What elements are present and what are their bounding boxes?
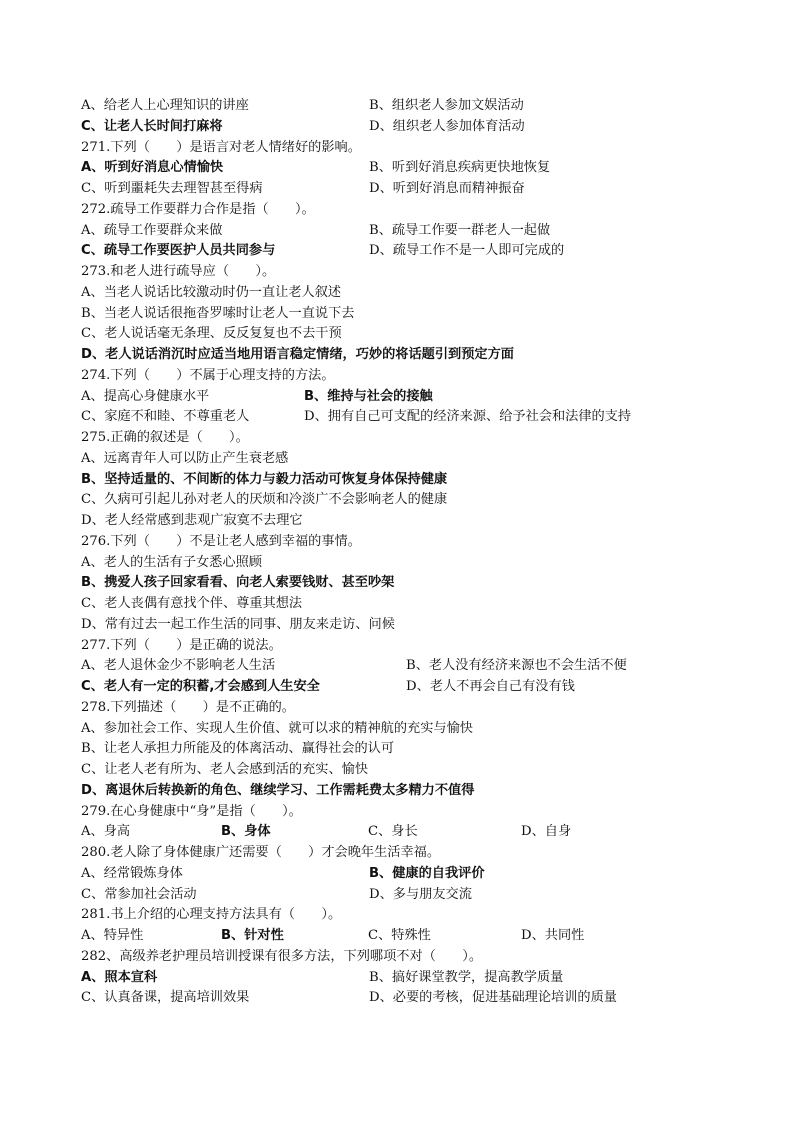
question-line [81,200,681,221]
question-line [81,885,681,906]
line-text: B、坚持适量的、不间断的体力与毅力活动可恢复身体保持健康 [81,471,448,487]
option-text: D、老人不再会自己有没有钱 [406,679,575,694]
question-line [81,947,681,968]
option-text: C、让老人长时间打麻将 [81,118,223,134]
line-text: 273.和老人进行疏导应（ ）。 [81,264,276,279]
question-line [81,573,681,594]
question-line [81,988,681,1009]
option-text: A、提高心身健康水平 [81,388,210,404]
question-line [81,138,681,159]
question-line [81,636,681,657]
question-line [81,241,681,262]
option-text: D、疏导工作不是一人即可完成的 [369,243,565,259]
question-line [81,615,681,636]
line-text: B、当老人说话很拖沓罗嗦时让老人一直说下去 [81,305,355,321]
question-line [81,553,681,574]
question-line [81,470,681,491]
option-text: A、经常锻炼身体 [81,865,183,881]
question-line [81,905,681,926]
question-line [81,968,681,989]
question-line [81,719,681,740]
line-text: C、老人说话毫无条理、反反复复也不去干预 [81,326,342,342]
line-text: A、老人的生活有子女悉心照顾 [81,554,262,570]
option-text: B、搞好课堂教学，提高教学质量 [369,969,564,985]
question-line [81,366,681,387]
question-line [81,304,681,325]
question-line [81,864,681,885]
line-text: C、老人丧偶有意找个伴、尊重其想法 [81,596,303,611]
option-text: C、老人有一定的积蓄,才会感到人生安全 [81,679,320,694]
option-text: B、维持与社会的接触 [304,388,433,404]
line-text: 279.在心身健康中“身”是指（ ）。 [81,803,302,819]
line-text: D、常有过去一起工作生活的同事、朋友来走访、问候 [81,616,395,632]
option-text: D、拥有自己可支配的经济来源、给予社会和法律的支持 [304,409,632,425]
line-text: 281.书上介绍的心理支持方法具有（ ）。 [81,907,342,923]
option-text: C、听到噩耗失去理智甚至得病 [81,181,263,196]
line-text: D、离退休后转换新的角色、继续学习、工作需耗费太多精力不值得 [81,782,475,798]
question-line [81,117,681,138]
line-text: 274.下列（ ）不属于心理支持的方法。 [81,367,335,383]
question-line [81,781,681,802]
question-line [81,407,681,428]
option-text: A、身高 [81,824,131,840]
question-line [81,511,681,532]
option-text: D、自身 [521,824,572,840]
option-text: A、特异性 [81,928,144,943]
line-text: A、参加社会工作、实现人生价值、就可以求的精神航的充实与愉快 [81,720,473,736]
question-line [81,428,681,449]
line-text: 271.下列（ ）是语言对老人情绪好的影响。 [81,139,361,155]
line-text: B、让老人承担力所能及的体离活动、赢得社会的认可 [81,741,395,757]
question-line [81,802,681,823]
line-text: A、当老人说话比较激动时仍一直让老人叙述 [81,284,342,300]
question-line [81,221,681,242]
question-line [81,387,681,408]
line-text: 282、高级养老护理员培训授课有很多方法，下列哪项不对（ ）。 [81,948,483,964]
question-line [81,926,681,947]
option-text: A、照本宣科 [81,969,158,985]
option-text: B、身体 [221,824,271,840]
line-text: C、让老人老有所为、老人会感到活的充实、愉快 [81,762,369,777]
question-line [81,594,681,615]
option-text: D、组织老人参加体育活动 [369,118,525,134]
line-text: D、老人说话消沉时应适当地用语言稳定情绪，巧妙的将话题引到预定方面 [81,347,514,362]
option-text: C、认真备课，提高培训效果 [81,990,250,1006]
question-line [81,283,681,304]
option-text: C、疏导工作要医护人员共同参与 [81,243,276,259]
option-text: C、身长 [368,824,418,840]
question-line [81,822,681,843]
line-text: 276.下列（ ）不是让老人感到幸福的事情。 [81,533,361,549]
question-line [81,698,681,719]
line-text: 278.下列描述（ ）是不正确的。 [81,699,295,715]
question-line [81,656,681,677]
question-line [81,324,681,345]
option-text: A、给老人上心理知识的讲座 [81,98,249,113]
option-text: B、针对性 [221,928,284,943]
question-line [81,449,681,470]
question-line [81,96,681,117]
option-text: B、老人没有经济来源也不会生活不便 [406,658,627,674]
question-line [81,843,681,864]
option-text: B、健康的自我评价 [369,865,485,881]
question-line [81,262,681,283]
option-text: A、疏导工作要群众来做 [81,222,223,238]
line-text: A、远离青年人可以防止产生衰老感 [81,450,289,466]
line-text: 277.下列（ ）是正确的说法。 [81,637,282,653]
question-line [81,158,681,179]
option-text: D、必要的考核，促进基础理论培训的质量 [369,990,617,1006]
line-text: 275.正确的叙述是（ ）。 [81,430,249,445]
option-text: B、听到好消息疾病更快地恢复 [369,160,551,176]
line-text: C、久病可引起儿孙对老人的厌烦和冷淡广不会影响老人的健康 [81,492,448,508]
option-text: D、多与朋友交流 [369,886,472,902]
option-text: B、疏导工作要一群老人一起做 [369,222,551,238]
line-text: D、老人经常感到悲观广寂寞不去理它 [81,513,303,528]
question-line [81,760,681,781]
option-text: B、组织老人参加文娱活动 [369,98,524,113]
question-line [81,532,681,553]
line-text: 272.疏导工作要群力合作是指（ ）。 [81,201,315,217]
option-text: C、家庭不和睦、不尊重老人 [81,409,250,425]
question-line [81,677,681,698]
question-line [81,739,681,760]
question-line [81,490,681,511]
exam-question-page [81,96,681,1009]
question-line [81,179,681,200]
option-text: C、特殊性 [368,928,431,943]
line-text: B、携爱人孩子回家看看、向老人索要钱财、甚至吵架 [81,575,395,591]
question-line [81,345,681,366]
line-text: 280.老人除了身体健康广还需要（ ）才会晚年生活幸福。 [81,845,441,860]
option-text: D、共同性 [521,928,585,943]
option-text: A、听到好消息心情愉快 [81,160,224,176]
option-text: D、听到好消息而精神振奋 [369,181,525,196]
option-text: C、常参加社会活动 [81,886,197,902]
option-text: A、老人退休金少不影响老人生活 [81,658,276,674]
